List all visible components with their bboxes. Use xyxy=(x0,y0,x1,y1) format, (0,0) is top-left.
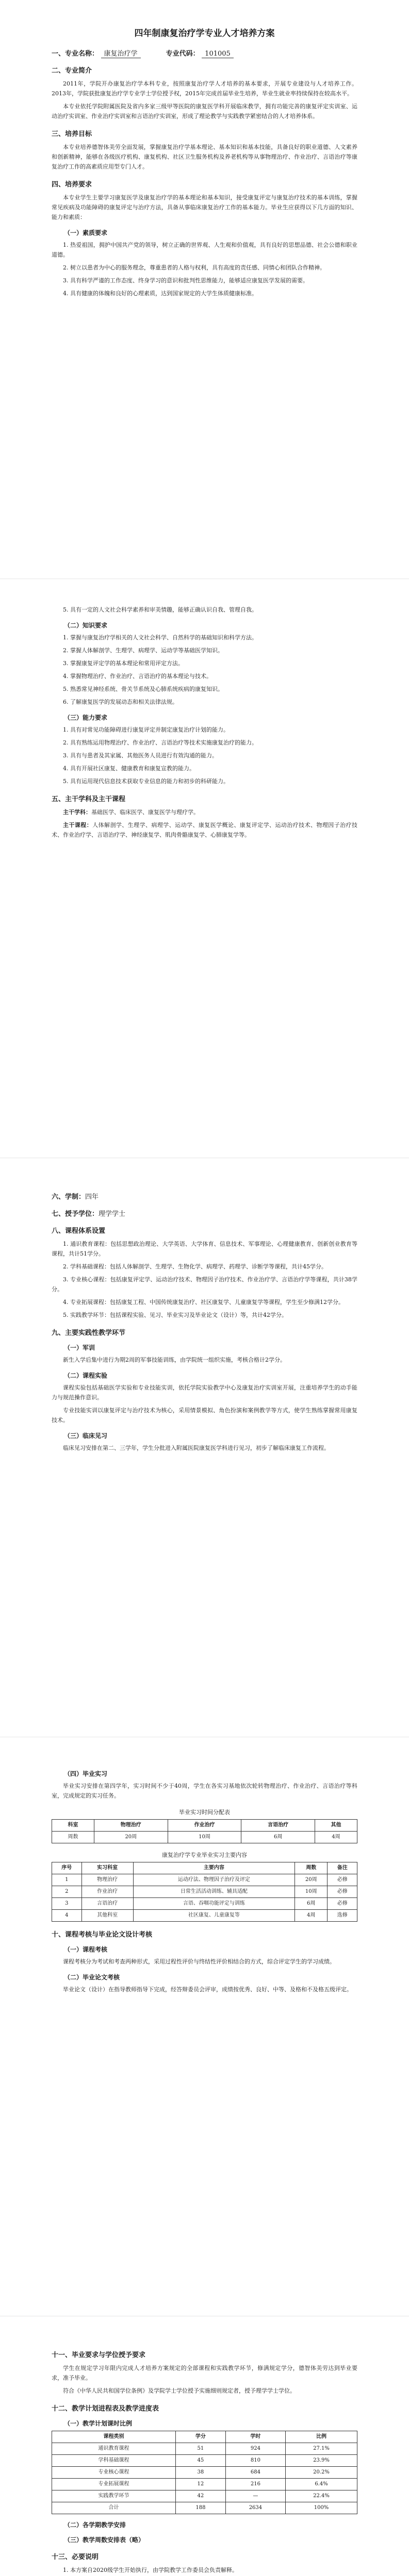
table-cell: 45 xyxy=(176,2455,226,2467)
knowledge-req-4: 4. 掌握物理治疗、作业治疗、言语治疗的基本理论与技术。 xyxy=(63,673,212,680)
section-3-heading: 三、培养目标 xyxy=(52,130,92,138)
table-cell: 4 xyxy=(52,1910,82,1922)
table-cell: 6周 xyxy=(241,1832,315,1843)
table-row xyxy=(52,1910,357,1922)
section-6-value: 四年 xyxy=(85,1193,99,1201)
table-cell: 必修 xyxy=(328,1886,357,1898)
table-cell: 2634 xyxy=(225,2502,285,2514)
course-system-5: 5. 实践教学环节：包括课程实验、见习、毕业实习及毕业论文（设计）等，共计42学分。 xyxy=(63,1312,287,1318)
table-cell: 周数 xyxy=(52,1832,94,1843)
clinical-observation: 临床见习安排在第二、三学年，学生分批进入附属医院康复医学科进行见习，初步了解临床康复工作流程。 xyxy=(63,1445,330,1451)
internship-weeks-table xyxy=(52,1819,357,1843)
major-code: 101005 xyxy=(202,50,234,58)
table-header-cell: 物理治疗 xyxy=(94,1820,168,1832)
page-2 xyxy=(0,579,409,1158)
page-5 xyxy=(0,2316,409,2576)
course-experiment-2: 专业技能实训以康复评定与治疗技术为核心，采用情景模拟、角色扮演和案例教学等方式，使学生熟练掌握常用康复技术。 xyxy=(52,1407,357,1423)
quality-req-3: 3. 具有科学严谨的工作态度、终身学习的意识和批判性思维能力，能够适应康复医学发展的需要。 xyxy=(63,277,308,284)
table-row xyxy=(52,2490,357,2502)
table-cell: — xyxy=(225,2490,285,2502)
ability-req-5: 5. 具有运用现代信息技术获取专业信息的能力和初步的科研能力。 xyxy=(63,778,229,785)
table-header-cell: 备注 xyxy=(328,1862,357,1874)
table-cell: 专业核心课程 xyxy=(52,2467,176,2479)
table-header-cell: 比例 xyxy=(286,2431,357,2443)
table-cell: 社区康复、儿童康复等 xyxy=(133,1910,295,1922)
table-cell: 必修 xyxy=(328,1898,357,1910)
major-line xyxy=(52,48,357,58)
main-courses-label: 主干课程： xyxy=(63,822,93,828)
major-name-label: 一、专业名称： xyxy=(52,50,99,58)
section-13-heading: 十三、必要说明 xyxy=(52,2553,99,2561)
table-cell: 4周 xyxy=(315,1832,357,1843)
internship-content-table xyxy=(52,1862,357,1922)
table-cell: 学科基础课程 xyxy=(52,2455,176,2467)
section-2-paragraph-2: 本专业依托学院附属医院及省内多家三级甲等医院的康复医学科开展临床教学，拥有功能完善的康复评定实训室、运动治疗实训室、作业治疗实训室和言语治疗实训室，形成了理论教学与实践教学紧密结合的人才培养体系。 xyxy=(52,103,357,120)
course-system-3: 3. 专业核心课程：包括康复评定学、运动治疗技术、物理因子治疗技术、作业治疗学、言语治疗学等课程，共计38学分。 xyxy=(52,1276,357,1293)
table-cell: 100% xyxy=(286,2502,357,2514)
table-cell: 言语治疗 xyxy=(81,1898,133,1910)
main-discipline-value: 基础医学、临床医学、康复医学与理疗学。 xyxy=(91,809,199,816)
graduation-requirement-2: 符合《中华人民共和国学位条例》及学院学士学位授予实施细则规定者，授予理学学士学位。 xyxy=(63,2387,296,2394)
page-3 xyxy=(0,1158,409,1737)
table-cell: 23.9% xyxy=(286,2455,357,2467)
table-cell: 6周 xyxy=(295,1898,328,1910)
section-6-label: 六、学制： xyxy=(52,1193,86,1201)
table-cell: 3 xyxy=(52,1898,82,1910)
graduation-requirement-1: 学生在规定学习年限内完成人才培养方案规定的全部课程和实践教学环节，修满规定学分，德智体美劳达到毕业要求，准予毕业。 xyxy=(52,2365,357,2381)
table-row xyxy=(52,2467,357,2479)
section-4-heading: 四、培养要求 xyxy=(52,181,92,189)
table-header-cell: 课程类别 xyxy=(52,2431,176,2443)
table-cell: 216 xyxy=(225,2479,285,2490)
section-4-sub-2: （二）知识要求 xyxy=(64,622,108,629)
page-1 xyxy=(0,0,409,579)
table-row xyxy=(52,2455,357,2467)
section-7-label: 七、授予学位： xyxy=(52,1210,99,1218)
section-12-sub-1: （一）教学计划课时比例 xyxy=(64,2420,133,2427)
table-cell: 10周 xyxy=(295,1886,328,1898)
section-9-heading: 九、主要实践性教学环节 xyxy=(52,1329,126,1337)
ability-req-2: 2. 具有熟练运用物理治疗、作业治疗、言语治疗等技术实施康复治疗的能力。 xyxy=(63,739,257,746)
knowledge-req-3: 3. 掌握康复评定学的基本理论和常用评定方法。 xyxy=(63,660,184,667)
course-assessment: 课程考核分为考试和考查两种形式，采用过程性评价与终结性评价相结合的方式，综合评定学生的学习成绩。 xyxy=(63,1958,335,1965)
section-7-heading xyxy=(52,1208,357,1218)
section-2-heading: 二、专业简介 xyxy=(52,67,92,75)
course-system-4: 4. 专业拓展课程：包括康复工程、中国传统康复治疗、社区康复学、儿童康复学等课程，学生至少修满12学分。 xyxy=(63,1299,344,1306)
course-experiment-1: 课程实验包括基础医学实验和专业技能实训，依托学院实验教学中心及康复治疗实训室开展，注重培养学生的动手能力与规范操作意识。 xyxy=(52,1384,357,1401)
graduation-internship: 毕业实习安排在第四学年，实习时间不少于40周，学生在各实习基地依次轮转物理治疗、作业治疗、言语治疗等科室，完成规定的实习任务。 xyxy=(52,1783,357,1799)
table-cell: 选修 xyxy=(328,1910,357,1922)
table-row xyxy=(52,1832,357,1843)
major-name: 康复治疗学 xyxy=(101,50,141,58)
table-row xyxy=(52,2502,357,2514)
table-header-cell: 科室 xyxy=(52,1820,94,1832)
table-header-row xyxy=(52,2431,357,2443)
table-cell: 22.4% xyxy=(286,2490,357,2502)
section-2-paragraph-1: 2011年，学院开办康复治疗学本科专业，按照康复治疗学人才培养的基本要求，开展专业建设与人才培养工作。2013年，学院获批康复治疗学专业学士学位授予权，2015年完成首届毕业生培养，毕业生就业率持续保持在较高水平。 xyxy=(52,80,357,97)
knowledge-req-1: 1. 掌握与康复治疗学相关的人文社会科学、自然科学的基础知识和科学方法。 xyxy=(63,634,257,641)
table-cell: 2 xyxy=(52,1886,82,1898)
ability-req-4: 4. 具有开展社区康复、健康教育和康复宣教的能力。 xyxy=(63,765,195,772)
table-row xyxy=(52,2443,357,2455)
section-9-sub-4: （四）毕业实习 xyxy=(64,1770,108,1777)
table-header-cell: 学时 xyxy=(225,2431,285,2443)
table-cell: 20周 xyxy=(295,1874,328,1886)
course-system-2: 2. 学科基础课程：包括人体解剖学、生理学、生物化学、病理学、药理学、诊断学等课程，共计45学分。 xyxy=(63,1263,327,1270)
section-12-sub-2: （二）各学期教学安排 xyxy=(64,2521,126,2529)
table-cell: 其他科室 xyxy=(81,1910,133,1922)
table-header-cell: 言语治疗 xyxy=(241,1820,315,1832)
table-cell: 51 xyxy=(176,2443,226,2455)
table-cell: 通识教育课程 xyxy=(52,2443,176,2455)
table-cell: 924 xyxy=(225,2443,285,2455)
major-code-label: 专业代码： xyxy=(166,50,200,58)
course-system-1: 1. 通识教育课程：包括思想政治理论、大学英语、大学体育、信息技术、军事理论、心理健康教育、创新创业教育等课程，共计51学分。 xyxy=(52,1241,357,1257)
document-title: 四年制康复治疗学专业人才培养方案 xyxy=(134,28,275,39)
table-cell: 6.4% xyxy=(286,2479,357,2490)
table-cell: 1 xyxy=(52,1874,82,1886)
section-12-heading: 十二、教学计划进程表及教学进度表 xyxy=(52,2405,159,2413)
section-3-paragraph-1: 本专业培养德智体美劳全面发展，掌握康复治疗学基本理论、基本知识和基本技能，具备良好的职业道德、人文素养和创新精神，能够在各级医疗机构、康复机构、社区卫生服务机构及养老机构等从事物理治疗、作业治疗、言语治疗等康复治疗工作的高素质应用型专门人才。 xyxy=(52,144,357,170)
section-9-sub-1: （一）军训 xyxy=(64,1344,95,1351)
table-header-cell: 主要内容 xyxy=(133,1862,295,1874)
table-cell: 物理治疗 xyxy=(81,1874,133,1886)
table-cell: 运动疗法、物理因子治疗及评定 xyxy=(133,1874,295,1886)
note-1: 1. 本方案自2020级学生开始执行，由学院教学工作委员会负责解释。 xyxy=(63,2567,238,2573)
section-4-sub-3: （三）能力要求 xyxy=(64,714,108,721)
table-cell: 专业拓展课程 xyxy=(52,2479,176,2490)
table-cell: 810 xyxy=(225,2455,285,2467)
table-cell: 38 xyxy=(176,2467,226,2479)
table-cell: 10周 xyxy=(168,1832,241,1843)
section-4-intro: 本专业学生主要学习康复医学及康复治疗学的基本理论和基本知识，接受康复评定与康复治疗技术的基本训练，掌握常见疾病及功能障碍的康复评定与治疗方法，具备从事临床康复治疗工作的基本能力。毕业生应获得以下几方面的知识、能力和素质： xyxy=(52,194,357,221)
main-discipline xyxy=(52,807,357,817)
main-courses xyxy=(52,820,357,840)
page-4 xyxy=(0,1737,409,2316)
knowledge-req-6: 6. 了解康复医学的发展动态和相关法律法规。 xyxy=(63,699,178,705)
section-6-heading xyxy=(52,1191,357,1201)
table-header-cell: 作业治疗 xyxy=(168,1820,241,1832)
table-cell: 言语、吞咽功能评定与训练 xyxy=(133,1898,295,1910)
section-10-heading: 十、课程考核与毕业论文设计考核 xyxy=(52,1931,153,1939)
table-header-cell: 其他 xyxy=(315,1820,357,1832)
quality-req-5: 5. 具有一定的人文社会科学素养和审美情趣，能够正确认识自我、管理自我。 xyxy=(63,606,257,613)
table-cell: 684 xyxy=(225,2467,285,2479)
table-cell: 42 xyxy=(176,2490,226,2502)
table-2-caption: 康复治疗学专业毕业实习主要内容 xyxy=(162,1852,247,1858)
table-cell: 20.2% xyxy=(286,2467,357,2479)
main-discipline-label: 主干学科： xyxy=(63,809,91,816)
section-7-value: 理学学士 xyxy=(99,1210,126,1218)
table-header-row xyxy=(52,1820,357,1832)
section-11-heading: 十一、毕业要求与学位授予要求 xyxy=(52,2351,146,2359)
knowledge-req-2: 2. 掌握人体解剖学、生理学、病理学、运动学等基础医学知识。 xyxy=(63,647,223,654)
table-cell: 12 xyxy=(176,2479,226,2490)
quality-req-1: 1. 热爱祖国，拥护中国共产党的领导，树立正确的世界观、人生观和价值观，具有良好的思想品德、社会公德和职业道德。 xyxy=(52,242,357,258)
credit-ratio-table xyxy=(52,2431,357,2514)
table-header-row xyxy=(52,1862,357,1874)
table-cell: 4周 xyxy=(295,1910,328,1922)
section-8-heading: 八、课程体系设置 xyxy=(52,1227,106,1235)
table-cell: 合计 xyxy=(52,2502,176,2514)
table-header-cell: 序号 xyxy=(52,1862,82,1874)
thesis-assessment: 毕业论文（设计）在指导教师指导下完成，经答辩委员会评审，成绩按优秀、良好、中等、及格和不及格五级评定。 xyxy=(63,1986,352,1993)
quality-req-2: 2. 树立以患者为中心的服务理念，尊重患者的人格与权利，具有高度的责任感、同情心和团队合作精神。 xyxy=(63,264,325,271)
section-12-sub-3: （三）教学周数安排表（略） xyxy=(64,2536,145,2544)
table-header-cell: 学分 xyxy=(176,2431,226,2443)
section-10-sub-2: （二）毕业论文考核 xyxy=(64,1974,120,1981)
section-9-sub-2: （二）课程实验 xyxy=(64,1372,108,1379)
table-cell: 20周 xyxy=(94,1832,168,1843)
section-4-sub-1: （一）素质要求 xyxy=(64,229,108,236)
table-cell: 188 xyxy=(176,2502,226,2514)
table-cell: 27.1% xyxy=(286,2443,357,2455)
table-1-caption: 毕业实习时间分配表 xyxy=(179,1809,230,1816)
table-cell: 实践教学环节 xyxy=(52,2490,176,2502)
table-row xyxy=(52,1898,357,1910)
main-courses-value: 人体解剖学、生理学、病理学、运动学、康复医学概论、康复评定学、运动治疗技术、物理因子治疗技术、作业治疗学、言语治疗学、神经康复学、肌肉骨骼康复学、心肺康复学等。 xyxy=(52,822,358,838)
military-training: 新生入学后集中进行为期2周的军事技能训练，由学院统一组织实施，考核合格计2学分。 xyxy=(63,1357,286,1363)
table-header-cell: 周数 xyxy=(295,1862,328,1874)
table-row xyxy=(52,1874,357,1886)
table-row xyxy=(52,2479,357,2490)
table-cell: 必修 xyxy=(328,1874,357,1886)
quality-req-4: 4. 具有健康的体魄和良好的心理素质，达到国家规定的大学生体质健康标准。 xyxy=(63,290,257,297)
ability-req-3: 3. 具有与患者及其家属、其他医务人员进行有效沟通的能力。 xyxy=(63,752,218,759)
section-9-sub-3: （三）临床见习 xyxy=(64,1432,108,1439)
section-10-sub-1: （一）课程考核 xyxy=(64,1946,108,1953)
table-row xyxy=(52,1886,357,1898)
table-header-cell: 实习科室 xyxy=(81,1862,133,1874)
knowledge-req-5: 5. 熟悉常见神经系统、骨关节系统及心肺系统疾病的康复知识。 xyxy=(63,686,223,692)
table-cell: 日常生活活动训练、辅具适配 xyxy=(133,1886,295,1898)
table-cell: 作业治疗 xyxy=(81,1886,133,1898)
ability-req-1: 1. 具有对常见功能障碍进行康复评定并制定康复治疗计划的能力。 xyxy=(63,726,229,733)
section-5-heading: 五、主干学科及主干课程 xyxy=(52,795,126,803)
